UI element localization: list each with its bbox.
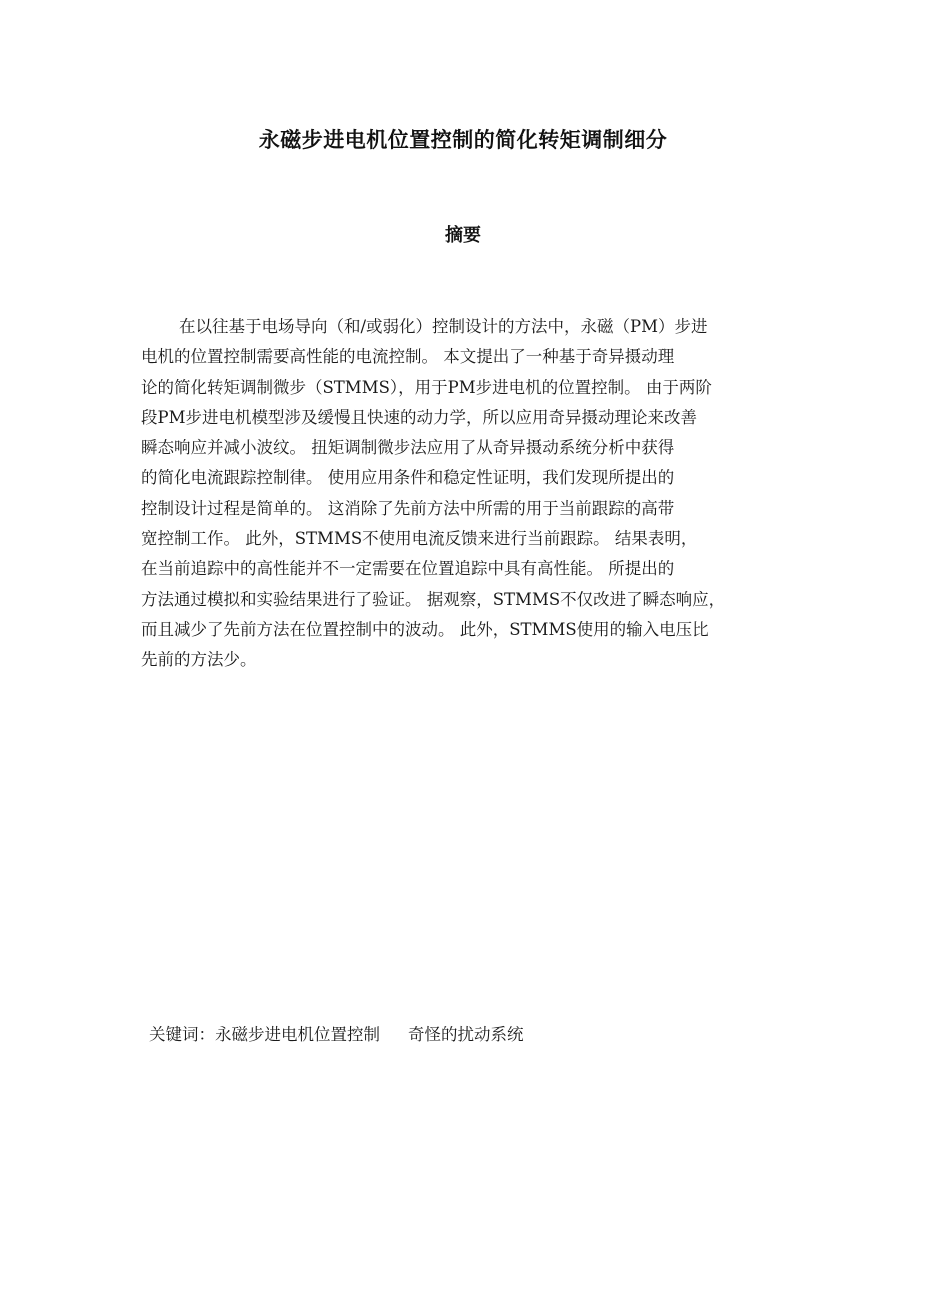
keyword-item: 奇怪的扰动系统 [408,1025,524,1044]
keyword-item: 永磁步进电机位置控制 [215,1025,380,1044]
abstract-line: 宽控制工作。 此外，STMMS不使用电流反馈来进行当前跟踪。 结果表明， [141,529,698,549]
abstract-line: 而且减少了先前方法在位置控制中的波动。 此外，STMMS使用的输入电压比 [141,619,709,639]
abstract-line: 段PM步进电机模型涉及缓慢且快速的动力学，所以应用奇异摄动理论来改善 [141,407,697,427]
abstract-line: 控制设计过程是简单的。 这消除了先前方法中所需的用于当前跟踪的高带 [141,498,675,518]
abstract-body [141,312,801,676]
abstract-line: 的简化电流跟踪控制律。 使用应用条件和稳定性证明，我们发现所提出的 [141,468,675,488]
abstract-heading: 摘要 [445,225,481,246]
document-title: 永磁步进电机位置控制的简化转矩调制细分 [258,128,668,152]
abstract-line: 论的简化转矩调制微步（STMMS），用于PM步进电机的位置控制。 由于两阶 [141,377,712,397]
keywords-line [149,1020,524,1050]
keywords-label: 关键词： [149,1025,215,1044]
abstract-line: 在以往基于电场导向（和/或弱化）控制设计的方法中，永磁（PM）步进 [179,317,708,336]
abstract-line: 电机的位置控制需要高性能的电流控制。 本文提出了一种基于奇异摄动理 [141,347,675,367]
abstract-line: 瞬态响应并减小波纹。 扭矩调制微步法应用了从奇异摄动系统分析中获得 [141,438,675,458]
abstract-line: 在当前追踪中的高性能并不一定需要在位置追踪中具有高性能。 所提出的 [141,559,675,579]
abstract-line: 方法通过模拟和实验结果进行了验证。 据观察，STMMS不仅改进了瞬态响应， [141,589,726,609]
abstract-line: 先前的方法少。 [141,650,257,670]
